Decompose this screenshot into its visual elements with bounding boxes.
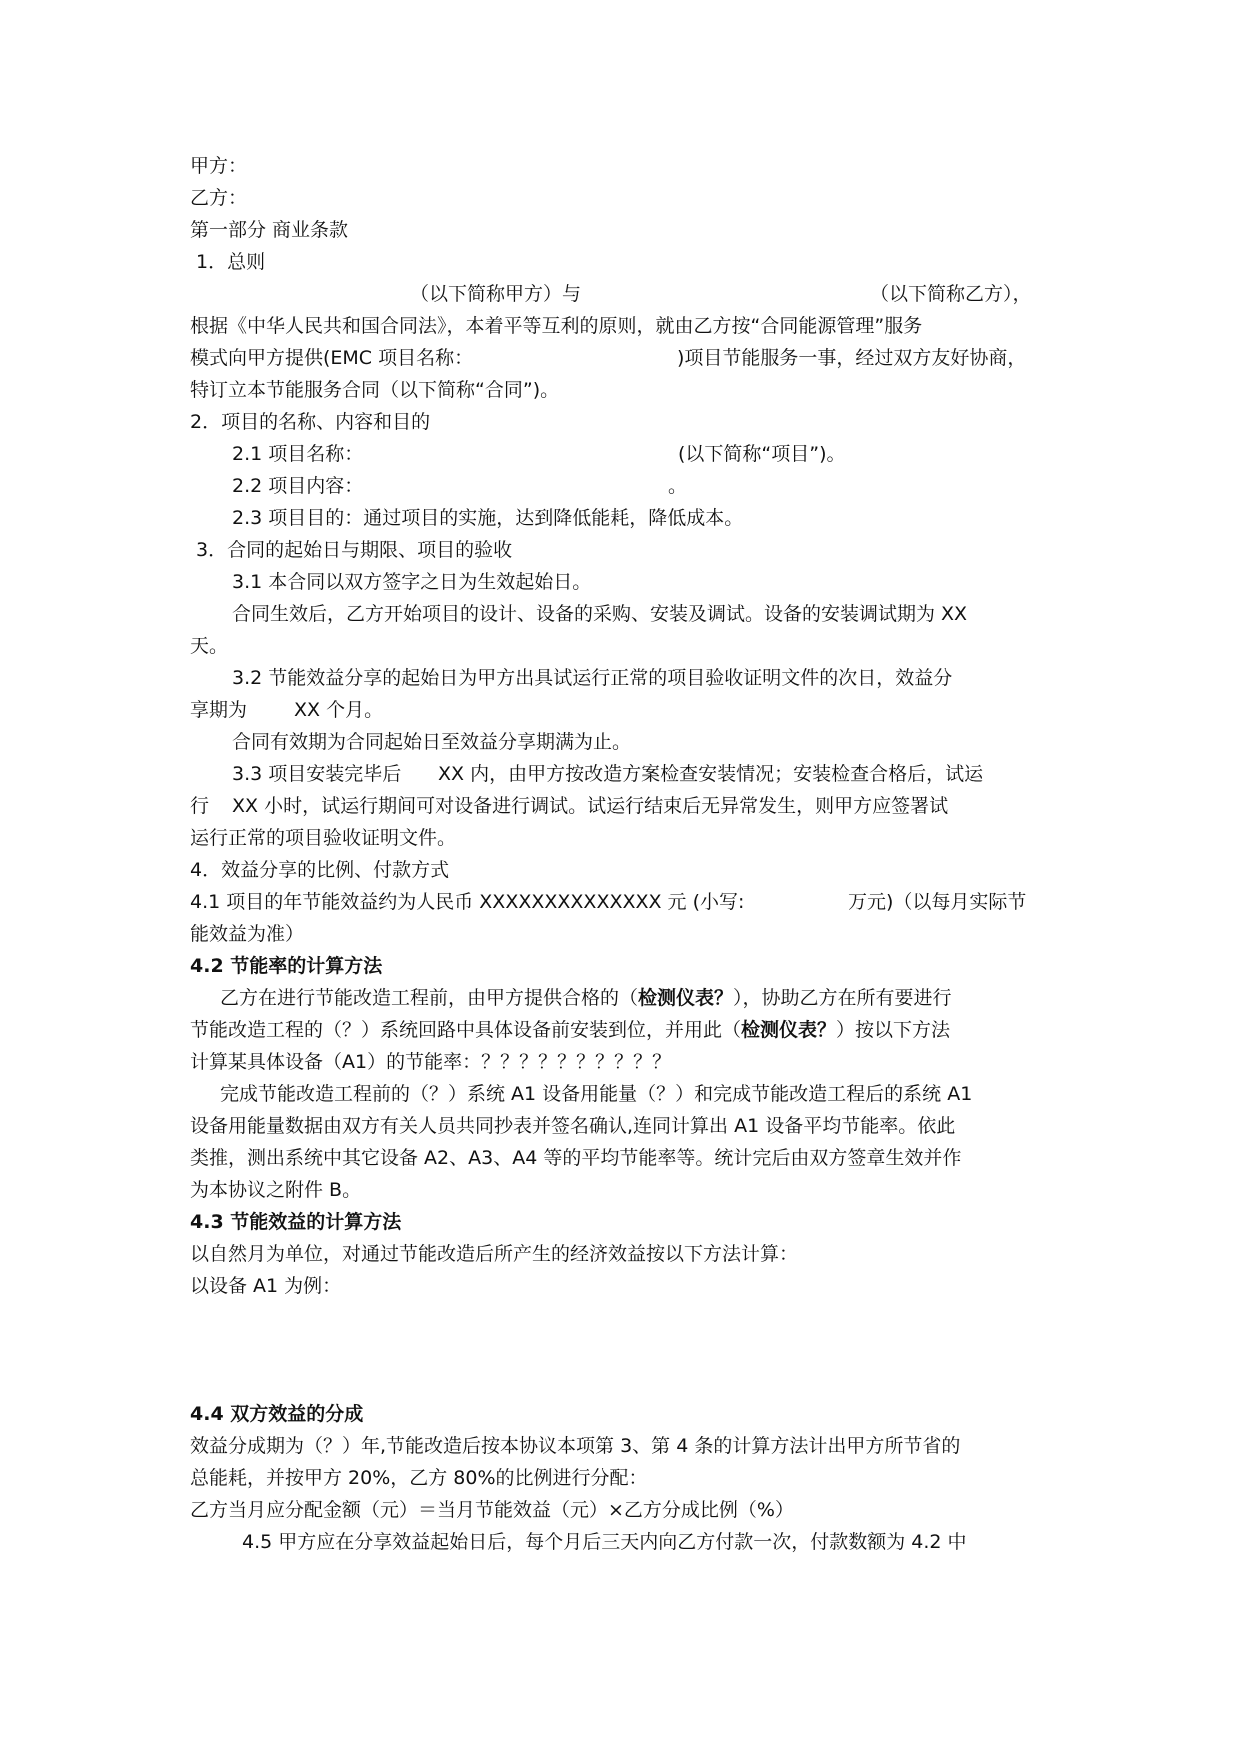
item-4-2-para-2-line-4: 为本协议之附件 B。 [190, 1179, 362, 1201]
item-3-3-line-3: 运行正常的项目验收证明文件。 [190, 827, 457, 849]
item-4-5-line-1: 4.5 甲方应在分享效益起始日后，每个月后三天内向乙方付款一次，付款数额为 4.2 中 [242, 1531, 967, 1553]
item-2-2-line [190, 470, 1070, 502]
item-2-1-suffix: (以下简称“项目”)。 [678, 443, 846, 465]
item-4-4-line-3: 乙方当月应分配金额（元）＝当月节能效益（元）×乙方分成比例（%） [190, 1499, 794, 1521]
general-intro-part-b: （以下简称乙方）， [870, 283, 1032, 305]
item-3-3-line-1 [190, 758, 1070, 790]
party-b-label: 乙方： [190, 187, 248, 209]
item-4-1-line-1 [190, 886, 1070, 918]
item-3-3-line-1-b: XX 内，由甲方按改造方案检查安装情况；安装检查合格后，试运 [438, 763, 984, 785]
item-4-3-heading: 4.3 节能效益的计算方法 [190, 1211, 402, 1233]
general-intro-line-2: 根据《中华人民共和国合同法》，本着平等互利的原则，就由乙方按“合同能源管理”服务 [190, 315, 923, 337]
item-4-2-line-2-a: 节能改造工程的（？）系统回路中具体设备前安装到位，并用此（ [190, 1019, 742, 1041]
general-intro-line-3 [190, 342, 1070, 374]
item-3-2-line-2-b: XX 个月。 [294, 699, 384, 721]
item-4-2-line-2-bold: 检测仪表？ [741, 1019, 837, 1041]
item-3-2-line-1: 3.2 节能效益分享的起始日为甲方出具试运行正常的项目验收证明文件的次日，效益分 [232, 667, 953, 689]
general-intro-part-a: （以下简称甲方）与 [410, 283, 582, 305]
item-4-1-line-1-a: 4.1 项目的年节能效益约为人民币 XXXXXXXXXXXXXX 元 (小写: [190, 891, 745, 913]
item-3-2b-line: 合同有效期为合同起始日至效益分享期满为止。 [232, 731, 632, 753]
item-4-3-line-1: 以自然月为单位，对通过节能改造后所产生的经济效益按以下方法计算： [190, 1243, 799, 1265]
item-3-3-line-2-b: XX 小时，试运行期间可对设备进行调试。试运行结束后无异常发生，则甲方应签署试 [232, 795, 949, 817]
item-4-4-heading: 4.4 双方效益的分成 [190, 1403, 364, 1425]
item-3-3-line-1-a: 3.3 项目安装完毕后 [232, 763, 402, 785]
item-4-2-para-2-line-1: 完成节能改造工程前的（？）系统 A1 设备用能量（？）和完成节能改造工程后的系统 A1 [220, 1083, 973, 1105]
item-2-3-line: 2.3 项目目的：通过项目的实施，达到降低能耗，降低成本。 [232, 507, 744, 529]
item-4-2-line-1-bold: 检测仪表？ [638, 987, 734, 1009]
general-intro-line-4: 特订立本节能服务合同（以下简称“合同”)。 [190, 379, 560, 401]
item-4-2-line-1 [220, 982, 1100, 1014]
item-4-2-line-2-c: ）按以下方法 [836, 1019, 951, 1041]
item-4-4-line-2: 总能耗，并按甲方 20%，乙方 80%的比例进行分配： [190, 1467, 648, 1489]
item-4-2-para-2-line-3: 类推，测出系统中其它设备 A2、A3、A4 等的平均节能率等。统计完后由双方签章生效并作 [190, 1147, 962, 1169]
item-2-1-line [190, 438, 1070, 470]
general-intro-line-3-a: 模式向甲方提供(EMC 项目名称： [190, 347, 474, 369]
item-3-3-line-2 [190, 790, 1070, 822]
section-2-heading: 2．项目的名称、内容和目的 [190, 411, 431, 433]
section-4-heading: 4．效益分享的比例、付款方式 [190, 859, 450, 881]
general-intro-line-1 [190, 278, 1070, 310]
item-4-4-line-1: 效益分成期为（？）年,节能改造后按本协议本项第 3、第 4 条的计算方法计出甲方所节省的 [190, 1435, 961, 1457]
item-4-2-line-3: 计算某具体设备（A1）的节能率：？？？？？？？？？？ [190, 1051, 672, 1073]
item-4-1-line-2: 能效益为准） [190, 923, 305, 945]
general-intro-line-3-b: )项目节能服务一事，经过双方友好协商， [677, 347, 1027, 369]
section-1-heading: 1．总则 [196, 251, 266, 273]
item-2-2-label: 2.2 项目内容： [232, 475, 364, 497]
item-4-2-line-1-c: ），协助乙方在所有要进行 [733, 987, 952, 1009]
item-3-2-line-2-a: 享期为 [190, 699, 248, 721]
item-2-1-label: 2.1 项目名称： [232, 443, 364, 465]
item-3-1b-line-1: 合同生效后，乙方开始项目的设计、设备的采购、安装及调试。设备的安装调试期为 XX [232, 603, 968, 625]
item-3-3-line-2-a: 行 [190, 795, 210, 817]
item-4-2-line-2 [190, 1014, 1070, 1046]
item-4-2-line-1-a: 乙方在进行节能改造工程前，由甲方提供合格的（ [220, 987, 639, 1009]
part-one-heading: 第一部分 商业条款 [190, 219, 349, 241]
party-a-label: 甲方： [190, 155, 248, 177]
item-3-1b-line-2: 天。 [190, 635, 229, 657]
item-4-2-heading: 4.2 节能率的计算方法 [190, 955, 383, 977]
section-3-heading: 3．合同的起始日与期限、项目的验收 [196, 539, 513, 561]
item-4-3-line-2: 以设备 A1 为例： [190, 1275, 342, 1297]
item-4-1-line-1-b: 万元)（以每月实际节 [848, 891, 1027, 913]
item-3-2-line-2 [190, 694, 1070, 726]
item-2-2-suffix: 。 [668, 475, 688, 497]
item-3-1-line: 3.1 本合同以双方签字之日为生效起始日。 [232, 571, 592, 593]
item-4-2-para-2-line-2: 设备用能量数据由双方有关人员共同抄表并签名确认,连同计算出 A1 设备平均节能率。依此 [190, 1115, 956, 1137]
